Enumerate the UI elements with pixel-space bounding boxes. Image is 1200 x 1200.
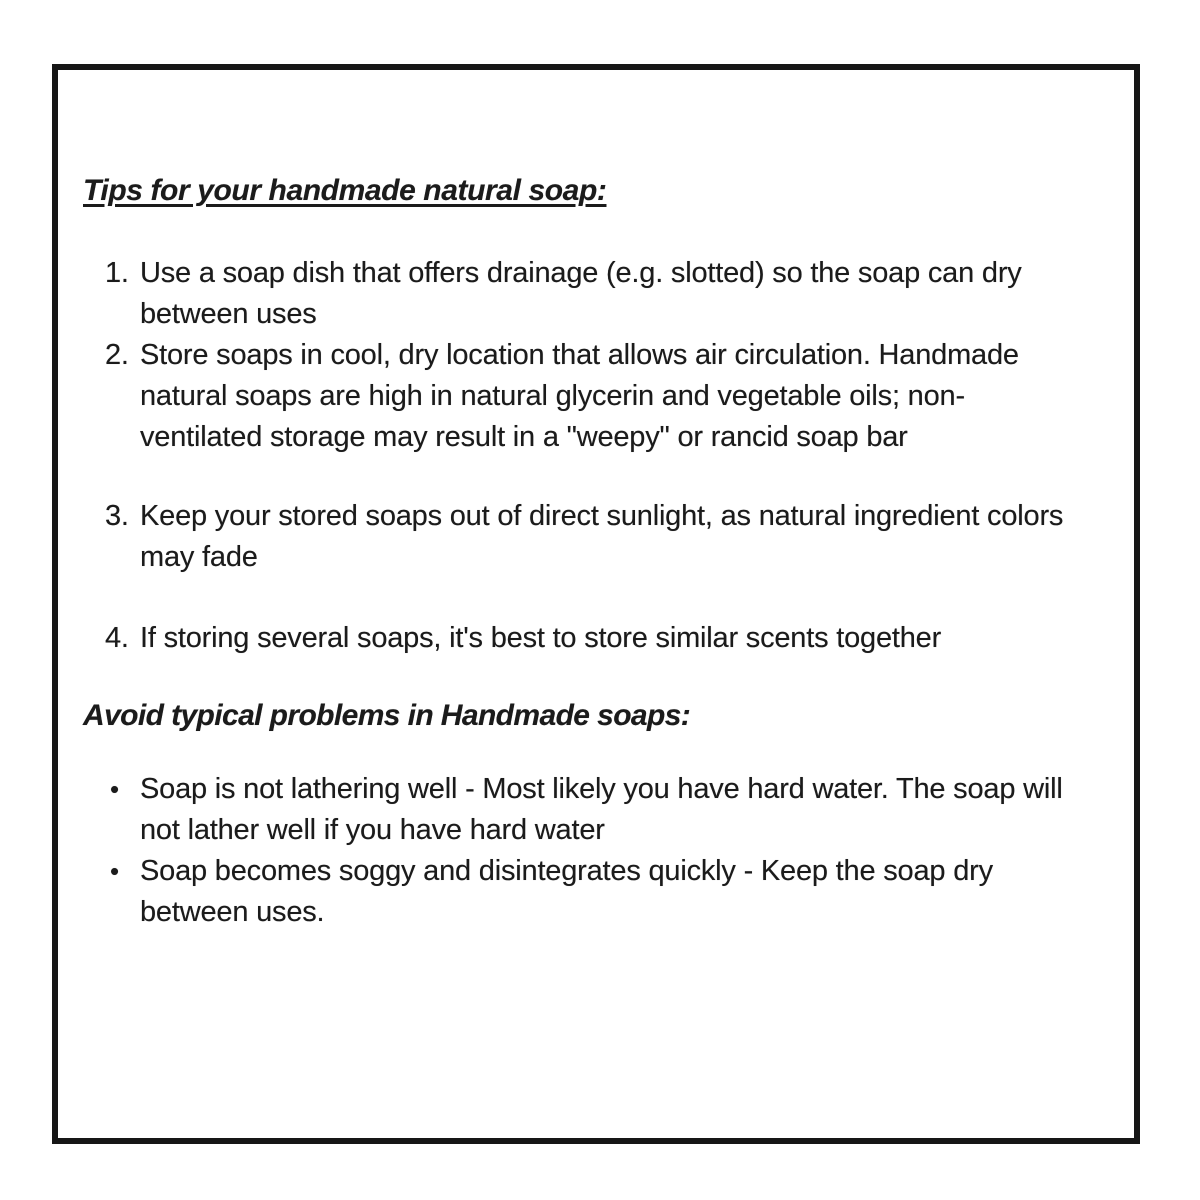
tip-number-1: 1. <box>105 257 129 289</box>
tip-item-4 <box>58 618 1134 659</box>
tip-text-4: If storing several soaps, it's best to store similar scents together <box>140 622 942 654</box>
tip-text-1: Use a soap dish that offers drainage (e.g. slotted) so the soap can dry between uses <box>140 257 1022 330</box>
tip-text-3: Keep your stored soaps out of direct sunlight, as natural ingredient colors may fade <box>140 500 1064 573</box>
problems-heading: Avoid typical problems in Handmade soaps: <box>83 699 691 732</box>
problem-text-1: Soap is not lathering well - Most likely you have hard water. The soap will not lather well if you have hard water <box>140 773 1063 846</box>
document-border-frame <box>52 64 1140 1144</box>
tip-number-4: 4. <box>105 622 129 654</box>
problem-item-1 <box>58 769 1134 851</box>
tip-number-3: 3. <box>105 500 129 532</box>
bullet-icon: • <box>110 774 119 804</box>
bullet-icon: • <box>110 856 119 886</box>
tips-heading: Tips for your handmade natural soap: <box>83 174 607 207</box>
problems-list <box>58 769 1134 933</box>
tip-item-1 <box>58 253 1134 335</box>
problem-item-2 <box>58 851 1134 933</box>
tip-item-3 <box>58 496 1134 578</box>
tip-number-2: 2. <box>105 339 129 371</box>
tips-list <box>58 253 1134 659</box>
problem-text-2: Soap becomes soggy and disintegrates quickly - Keep the soap dry between uses. <box>140 855 993 928</box>
tip-text-2: Store soaps in cool, dry location that allows air circulation. Handmade natural soaps are high in natural glycerin and vegetable oils; non-ventilated storage may result in a "weepy" or rancid soap bar <box>140 339 1019 453</box>
tip-item-2 <box>58 335 1134 458</box>
